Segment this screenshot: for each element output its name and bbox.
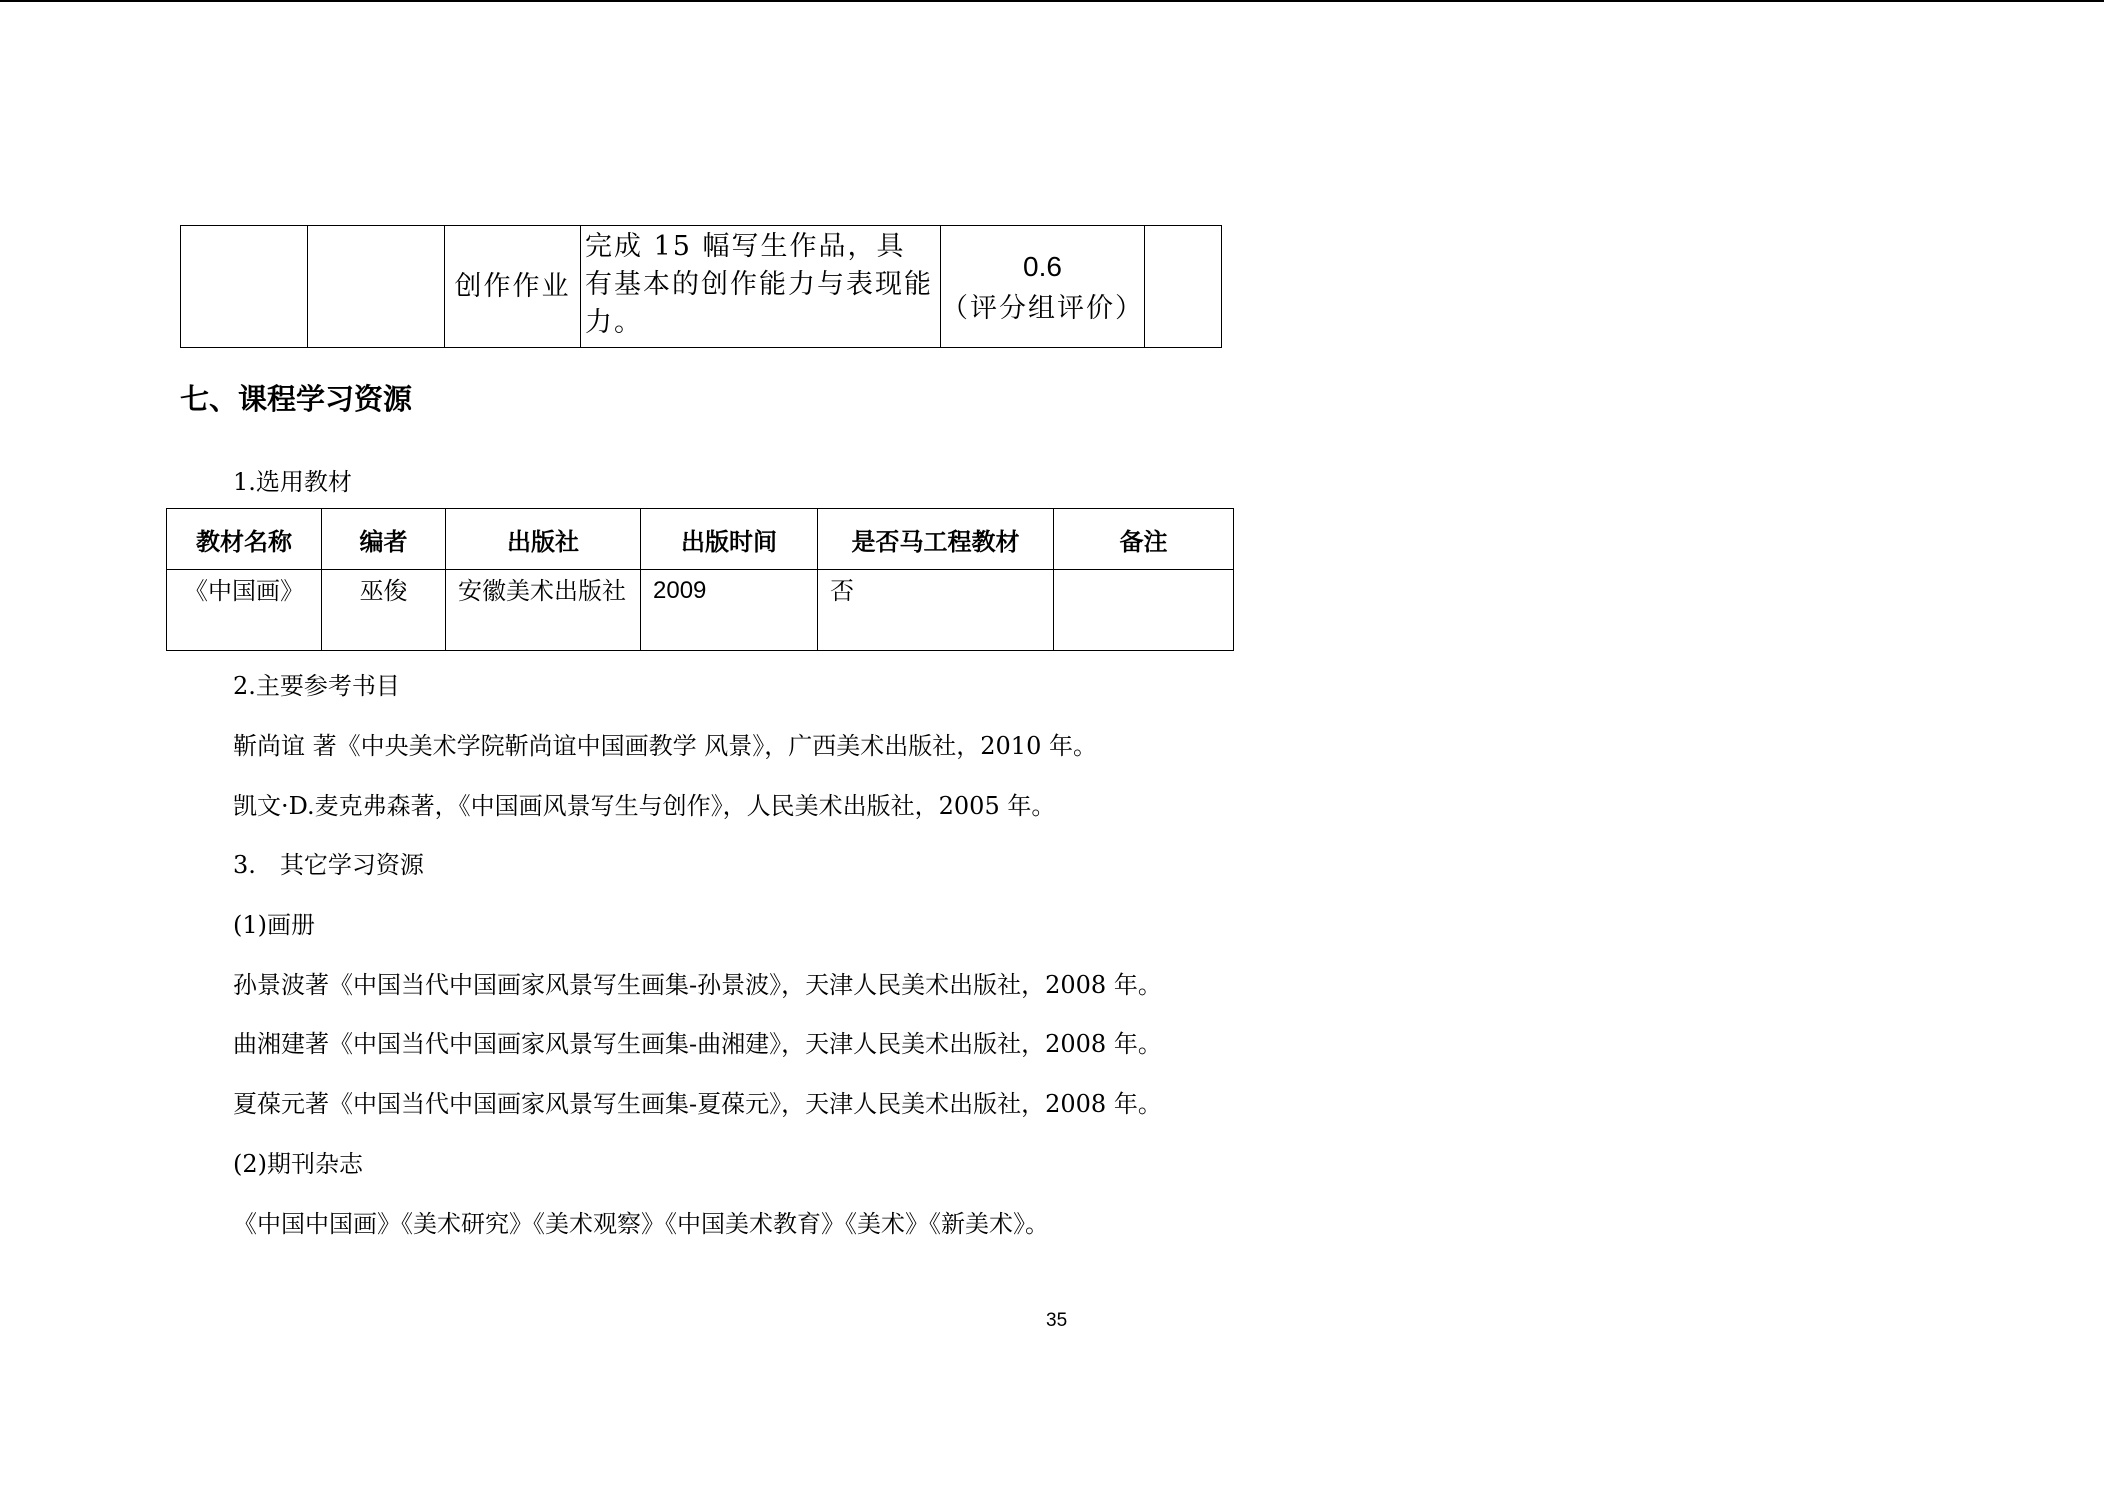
assessment-type: 创作作业 (445, 226, 581, 348)
other-resources-heading: 3. 其它学习资源 (233, 851, 424, 879)
table-row (167, 570, 1234, 651)
column-header: 备注 (1054, 509, 1234, 570)
assessment-score-cell (941, 226, 1145, 348)
textbook-publisher: 安徽美术出版社 (446, 570, 641, 651)
journals-list: 《中国中国画》《美术研究》《美术观察》《中国美术教育》《美术》《新美术》。 (233, 1210, 1049, 1238)
textbook-editor: 巫俊 (322, 570, 446, 651)
reference-item: 靳尚谊 著《中央美术学院靳尚谊中国画教学 风景》，广西美术出版社，2010 年。 (233, 732, 1097, 760)
textbook-year: 2009 (641, 570, 818, 651)
empty-cell (308, 226, 445, 348)
empty-cell (181, 226, 308, 348)
page-top-border (0, 0, 2104, 2)
assessment-table (180, 225, 1222, 348)
column-header: 出版社 (446, 509, 641, 570)
section-title: 七、课程学习资源 (180, 382, 413, 416)
assessment-score-note: （评分组评价） (941, 292, 1144, 324)
textbooks-heading: 1.选用教材 (233, 468, 352, 496)
album-item: 曲湘建著《中国当代中国画家风景写生画集-曲湘建》，天津人民美术出版社，2008 年。 (233, 1030, 1162, 1058)
assessment-description: 完成 15 幅写生作品，具有基本的创作能力与表现能力。 (581, 226, 941, 348)
album-item: 孙景波著《中国当代中国画家风景写生画集-孙景波》，天津人民美术出版社，2008 年。 (233, 971, 1162, 999)
page-number: 35 (1046, 1310, 1068, 1331)
empty-cell (1145, 226, 1222, 348)
album-item: 夏葆元著《中国当代中国画家风景写生画集-夏葆元》，天津人民美术出版社，2008 年。 (233, 1090, 1162, 1118)
references-heading: 2.主要参考书目 (233, 672, 400, 700)
column-header: 教材名称 (167, 509, 322, 570)
column-header: 出版时间 (641, 509, 818, 570)
textbook-table (166, 508, 1234, 651)
journals-heading: (2)期刊杂志 (233, 1150, 363, 1178)
reference-item: 凯文·D.麦克弗森著，《中国画风景写生与创作》，人民美术出版社，2005 年。 (233, 792, 1056, 820)
table-header-row (167, 509, 1234, 570)
textbook-name: 《中国画》 (167, 570, 322, 651)
column-header: 是否马工程教材 (818, 509, 1054, 570)
albums-heading: (1)画册 (233, 911, 315, 939)
table-row (181, 226, 1222, 348)
textbook-is-mgc: 否 (818, 570, 1054, 651)
assessment-score: 0.6 (1023, 250, 1062, 282)
textbook-remark (1054, 570, 1234, 651)
column-header: 编者 (322, 509, 446, 570)
